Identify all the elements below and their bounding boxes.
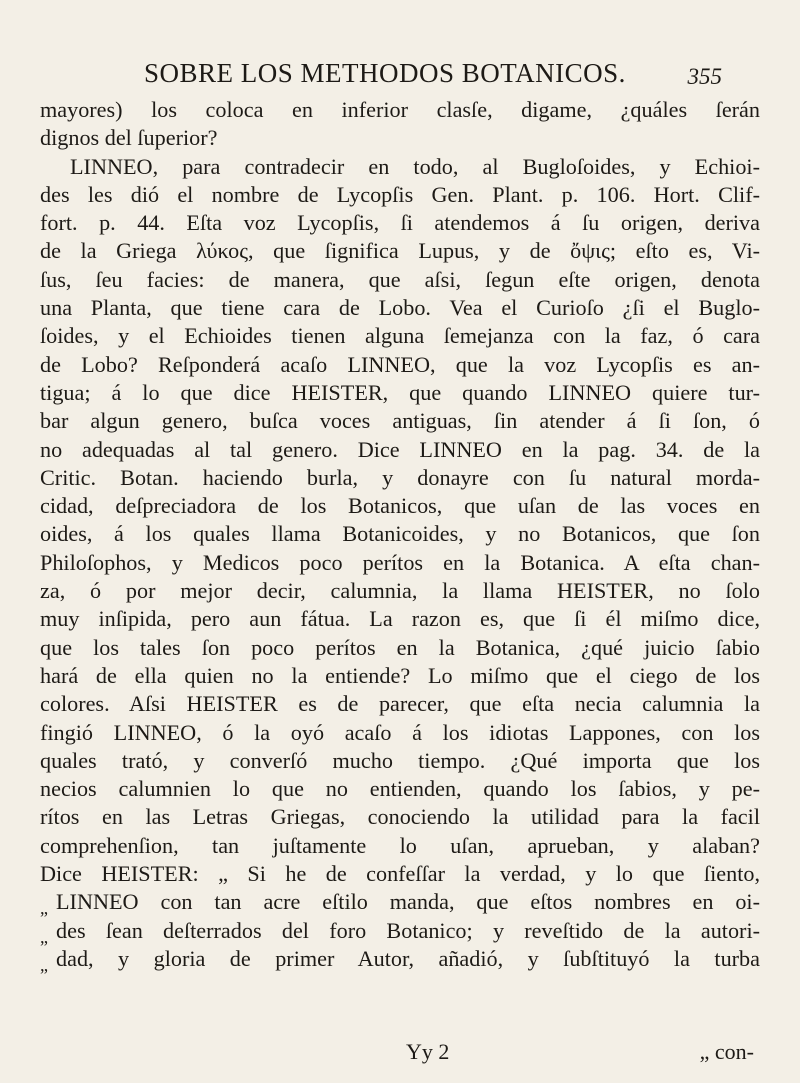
text-line: bar algun genero, buſca voces antiguas, ſin atender á ſi ſon, ó	[40, 408, 760, 434]
text-line: „ des ſean deſterrados del foro Botanico; y reveſtido de la autori-	[40, 917, 760, 945]
catchword: „ con-	[699, 1039, 754, 1064]
page-number: 355	[687, 64, 722, 89]
text-line: ſoides, y el Echioides tienen alguna ſemejanza con la faz, ó cara	[40, 323, 760, 349]
text-line: ſus, ſeu facies: de manera, que aſsi, ſegun eſte origen, denota	[40, 266, 760, 292]
page-body	[40, 96, 760, 973]
text-line: no adequadas al tal genero. Dice LINNEO en la pag. 34. de la	[40, 436, 760, 462]
text-line: oides, á los quales llama Botanicoides, y no Botanicos, que ſon	[40, 521, 760, 547]
text-line: muy inſipida, pero aun fátua. La razon es, que ſi él miſmo dice,	[40, 606, 760, 632]
text-line: quales trató, y converſó mucho tiempo. ¿Qué importa que los	[40, 747, 760, 773]
text-line: „ dad, y gloria de primer Autor, añadió, y ſubſtituyó la turba	[40, 945, 760, 973]
text-line: rítos en las Letras Griegas, conociendo la utilidad para la facil	[40, 804, 760, 830]
text-line: que los tales ſon poco perítos en la Botanica, ¿qué juicio ſabio	[40, 634, 760, 660]
text-line: hará de ella quien no la entiende? Lo miſmo que el ciego de los	[40, 662, 760, 688]
signature-mark: Yy 2	[406, 1039, 450, 1064]
text-line: LINNEO, para contradecir en todo, al Bugloſoides, y Echioi-	[70, 153, 760, 179]
text-line: fort. p. 44. Eſta voz Lycopſis, ſi atendemos á ſu origen, deriva	[40, 210, 760, 236]
text-line: cidad, deſpreciadora de los Botanicos, que uſan de las voces en	[40, 493, 760, 519]
text-line: Critic. Botan. haciendo burla, y donayre con ſu natural morda-	[40, 464, 760, 490]
text-line: tigua; á lo que dice HEISTER, que quando LINNEO quiere tur-	[40, 379, 760, 405]
text-line: de Lobo? Reſponderá acaſo LINNEO, que la voz Lycopſis es an-	[40, 351, 760, 377]
text-line: de la Griega λύκος, que ſignifica Lupus, y de ὄψις; eſto es, Vi-	[40, 238, 760, 264]
text-line: fingió LINNEO, ó la oyó acaſo á los idiotas Lappones, con los	[40, 719, 760, 745]
text-line: Dice HEISTER: „ Si he de confeſſar la verdad, y lo que ſiento,	[40, 861, 760, 887]
text-line: za, ó por mejor decir, calumnia, la llama HEISTER, no ſolo	[40, 578, 760, 604]
text-line: necios calumnien lo que no entienden, quando los ſabios, y pe-	[40, 776, 760, 802]
text-line: una Planta, que tiene cara de Lobo. Vea el Curioſo ¿ſi el Buglo-	[40, 295, 760, 321]
page-header	[60, 58, 740, 94]
page-footer	[40, 1038, 760, 1066]
text-line: colores. Aſsi HEISTER es de parecer, que eſta necia calumnia la	[40, 691, 760, 717]
text-line: dignos del ſuperior?	[40, 125, 218, 151]
text-line: „ LINNEO con tan acre eſtilo manda, que eſtos nombres en oi-	[40, 888, 760, 916]
text-line: mayores) los coloca en inferior clasſe, digame, ¿quáles ſerán	[40, 97, 760, 122]
text-line: comprehenſion, tan juſtamente lo uſan, aprueban, y alaban?	[40, 832, 760, 858]
text-line: Philoſophos, y Medicos poco perítos en la Botanica. A eſta chan-	[40, 549, 760, 575]
text-line: des les dió el nombre de Lycopſis Gen. Plant. p. 106. Hort. Clif-	[40, 181, 760, 207]
running-head: SOBRE LOS METHODOS BOTANICOS.	[144, 58, 626, 88]
